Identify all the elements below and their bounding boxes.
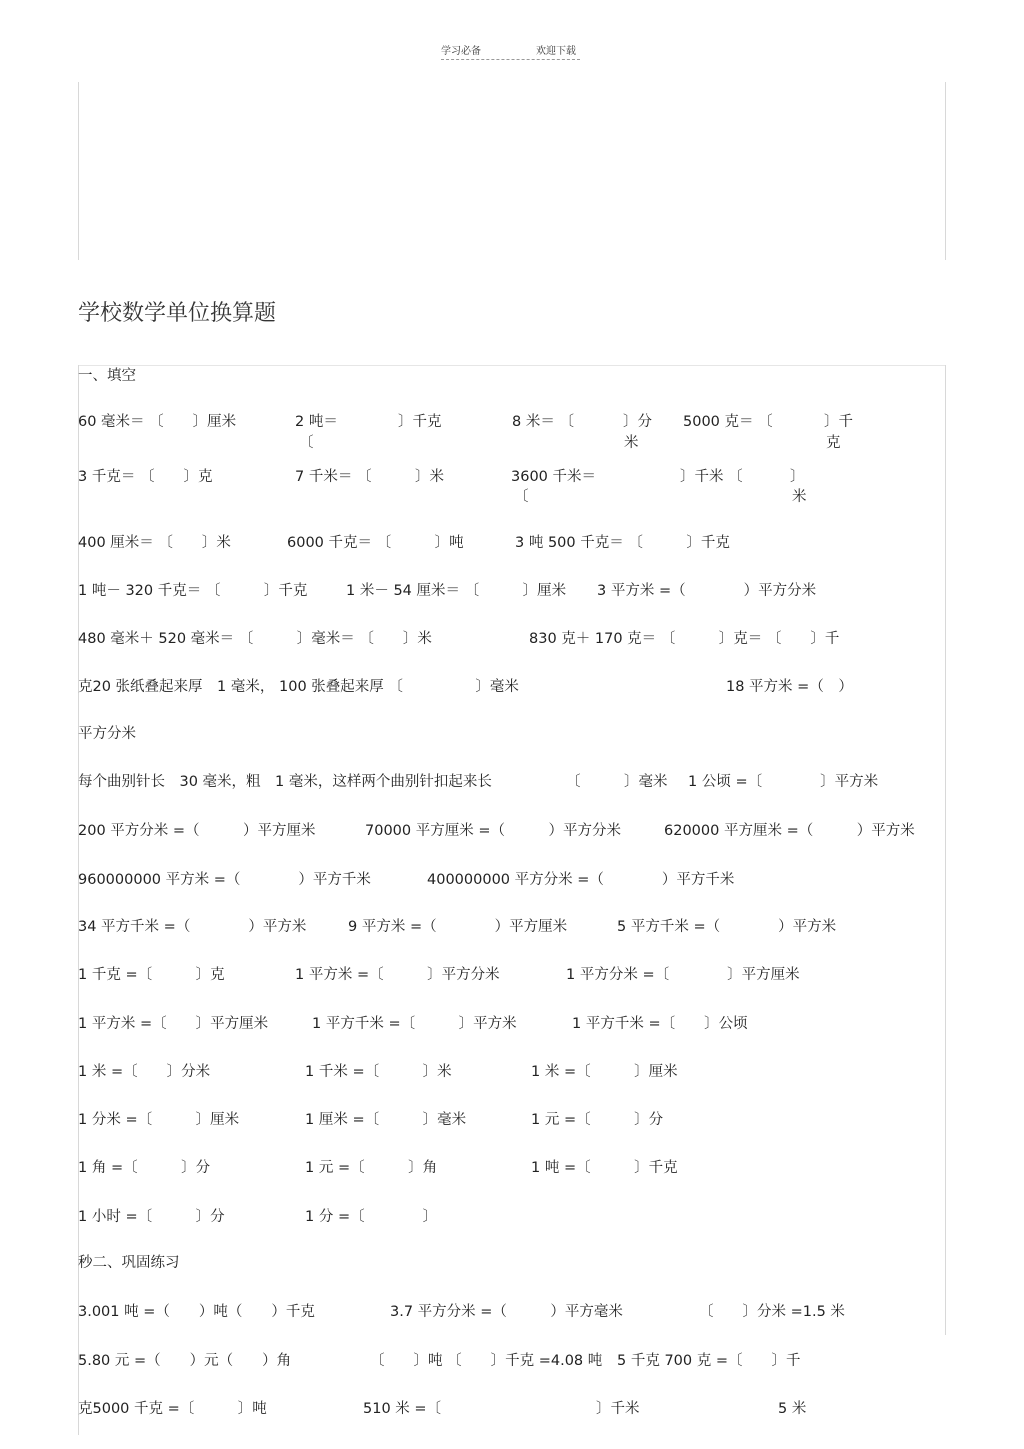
frame-left-main	[78, 365, 79, 1435]
question: 510 米 =〔	[363, 1401, 442, 1417]
section-heading-practice: 秒二、巩固练习	[78, 1255, 180, 1271]
question: 1 千米 =〔 〕米	[305, 1064, 452, 1080]
question: 5 平方千米 =（ ）平方米	[617, 919, 837, 935]
question: 5000 克＝ 〔	[683, 414, 773, 430]
frame-top-rule	[78, 365, 945, 366]
question: 〔 〕吨 〔 〕千克 =4.08 吨	[370, 1353, 603, 1369]
question: 3.001 吨 =（ ）吨（ ）千克	[78, 1304, 315, 1320]
question: 1 分 =〔 〕	[305, 1209, 438, 1225]
frame-right-main	[945, 365, 946, 1335]
question: 米	[792, 489, 807, 505]
question: 18 平方米 =（ ）	[726, 679, 853, 695]
question: 1 分米 =〔 〕厘米	[78, 1112, 240, 1128]
question: 1 千克 =〔 〕克	[78, 967, 225, 983]
question: 1 厘米 =〔 〕毫米	[305, 1112, 467, 1128]
question: 1 米－ 54 厘米＝ 〔 〕厘米	[346, 583, 567, 599]
question: 〕千	[824, 414, 853, 430]
question: 400 厘米＝ 〔 〕米	[78, 535, 231, 551]
frame-left-top	[78, 82, 79, 260]
question: 70000 平方厘米 =（ ）平方分米	[365, 823, 621, 839]
question: 960000000 平方米 =（ ）平方千米	[78, 872, 371, 888]
question: 1 平方千米 =〔 〕公顷	[572, 1016, 748, 1032]
question: 〔	[514, 489, 529, 505]
question: 〕分	[623, 414, 652, 430]
question: 5 千克 700 克 =〔 〕千	[617, 1353, 801, 1369]
question: 1 角 =〔 〕分	[78, 1160, 211, 1176]
question: 400000000 平方分米 =（ ）平方千米	[427, 872, 735, 888]
question: 3 吨 500 千克＝ 〔 〕千克	[515, 535, 730, 551]
question: 〔	[299, 435, 314, 451]
question: 34 平方千米 =（ ）平方米	[78, 919, 307, 935]
frame-right-top	[945, 82, 946, 260]
question: 6000 千克＝ 〔 〕吨	[287, 535, 464, 551]
question: 〕千米 〔	[680, 469, 743, 485]
question: 1 平方千米 =〔 〕平方米	[312, 1016, 517, 1032]
question: 1 吨－ 320 千克＝ 〔 〕千克	[78, 583, 308, 599]
question: 480 毫米＋ 520 毫米＝ 〔 〕毫米＝ 〔 〕米	[78, 631, 432, 647]
question: 1 吨 =〔 〕千克	[531, 1160, 678, 1176]
question: 5.80 元 =（ ）元（ ）角	[78, 1353, 292, 1369]
question: 1 平方米 =〔 〕平方分米	[295, 967, 500, 983]
question: 1 米 =〔 〕分米	[78, 1064, 211, 1080]
question: 620000 平方厘米 =（ ）平方米	[664, 823, 915, 839]
question: 克20 张纸叠起来厚 1 毫米， 100 张叠起来厚 〔 〕毫米	[78, 679, 519, 695]
question: 3 千克＝ 〔 〕克	[78, 469, 213, 485]
question: 1 平方米 =〔 〕平方厘米	[78, 1016, 269, 1032]
question: 1 平方分米 =〔 〕平方厘米	[566, 967, 800, 983]
question: 60 毫米＝ 〔 〕厘米	[78, 414, 237, 430]
header-rule	[441, 59, 580, 60]
question: 2 吨＝	[295, 414, 338, 430]
question: 8 米＝ 〔	[512, 414, 574, 430]
section-heading-fill: 一、填空	[78, 368, 136, 384]
question: 〔 〕分米 =1.5 米	[699, 1304, 845, 1320]
header-right: 欢迎下载	[536, 46, 576, 57]
question: 〕千克	[398, 414, 442, 430]
question: 830 克＋ 170 克＝ 〔 〕克＝ 〔 〕千	[529, 631, 840, 647]
header-left: 学习必备	[441, 46, 481, 57]
question: 1 元 =〔 〕角	[305, 1160, 438, 1176]
question: 〕千米	[596, 1401, 640, 1417]
question: 1 公顷 =〔 〕平方米	[688, 774, 879, 790]
question: 克	[826, 435, 841, 451]
question: 克5000 千克 =〔 〕吨	[78, 1401, 267, 1417]
question: 1 元 =〔 〕分	[531, 1112, 664, 1128]
question: 每个曲别针长 30 毫米，粗 1 毫米，这样两个曲别针扣起来长	[78, 774, 492, 790]
question: 〕	[790, 469, 805, 485]
question: 7 千米＝ 〔 〕米	[295, 469, 444, 485]
question: 1 米 =〔 〕厘米	[531, 1064, 678, 1080]
question: 3.7 平方分米 =（ ）平方毫米	[390, 1304, 623, 1320]
question: 平方分米	[78, 726, 136, 742]
question: 9 平方米 =（ ）平方厘米	[348, 919, 568, 935]
question: 1 小时 =〔 〕分	[78, 1209, 225, 1225]
question: 5 米	[778, 1401, 807, 1417]
question: 3 平方米 =（ ）平方分米	[597, 583, 817, 599]
question: 米	[624, 435, 639, 451]
question: 200 平方分米 =（ ）平方厘米	[78, 823, 316, 839]
question: 3600 千米＝	[511, 469, 597, 485]
question: 〔 〕毫米	[566, 774, 668, 790]
page-title: 学校数学单位换算题	[78, 301, 277, 326]
